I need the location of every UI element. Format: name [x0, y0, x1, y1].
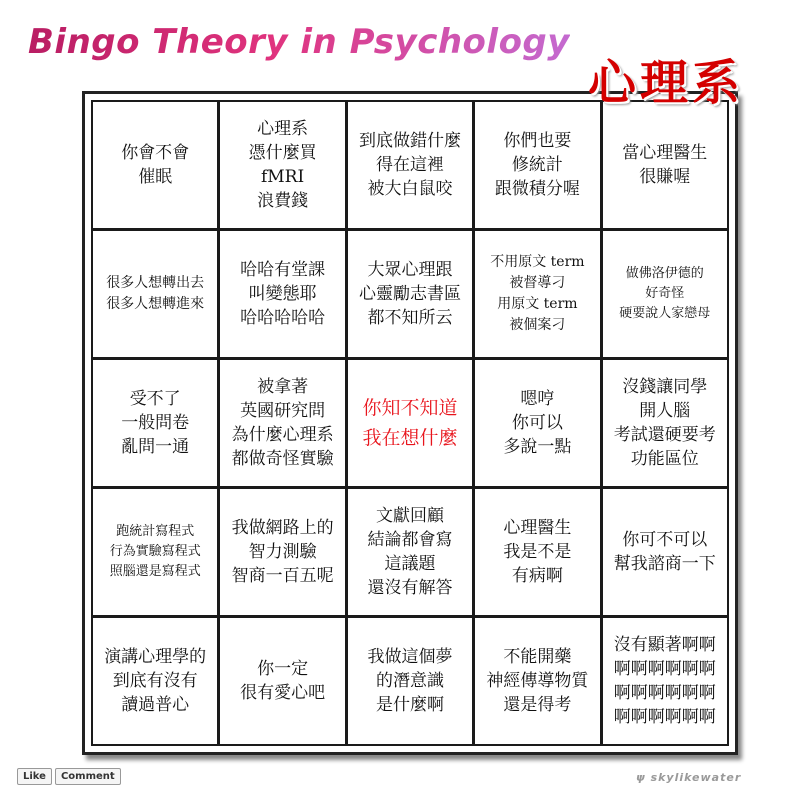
- bingo-grid: [91, 100, 729, 746]
- bingo-cell-r3c4: 嗯哼 你可以 多說一點: [475, 360, 599, 486]
- bingo-cell-r1c4: 你們也要 修統計 跟微積分喔: [475, 102, 599, 228]
- bingo-cell-r2c5: 做佛洛伊德的 好奇怪 硬要說人家戀母: [603, 231, 727, 357]
- bingo-cell-r5c4: 不能開藥 神經傳導物質 還是得考: [475, 618, 599, 744]
- bingo-cell-r3c5: 沒錢讓同學 開人腦 考試還硬要考 功能區位: [603, 360, 727, 486]
- bingo-cell-r4c4: 心理醫生 我是不是 有病啊: [475, 489, 599, 615]
- bingo-cell-r5c5: 沒有顯著啊啊 啊啊啊啊啊啊 啊啊啊啊啊啊 啊啊啊啊啊啊: [603, 618, 727, 744]
- bingo-cell-r3c2: 被拿著 英國研究問 為什麼心理系 都做奇怪實驗: [220, 360, 344, 486]
- bingo-cell-r4c2: 我做網路上的 智力測驗 智商一百五呢: [220, 489, 344, 615]
- department-title: 心理系: [588, 55, 745, 111]
- watermark: ψ skylikewater: [636, 771, 742, 784]
- bingo-cell-r5c1: 演講心理學的 到底有沒有 讀過普心: [93, 618, 217, 744]
- bingo-cell-r4c5: 你可不可以 幫我諮商一下: [603, 489, 727, 615]
- bingo-cell-r2c4: 不用原文 term 被督導刁 用原文 term 被個案刁: [475, 231, 599, 357]
- bingo-cell-r4c1: 跑統計寫程式 行為實驗寫程式 照腦還是寫程式: [93, 489, 217, 615]
- bingo-cell-r2c2: 哈哈有堂課 叫變態耶 哈哈哈哈哈: [220, 231, 344, 357]
- bingo-cell-r1c2: 心理系 憑什麼買 fMRI 浪費錢: [220, 102, 344, 228]
- bingo-board: [82, 91, 738, 755]
- bingo-cell-r5c3: 我做這個夢 的潛意識 是什麼啊: [348, 618, 472, 744]
- bingo-cell-r2c1: 很多人想轉出去 很多人想轉進來: [93, 231, 217, 357]
- bingo-cell-r2c3: 大眾心理跟 心靈勵志書區 都不知所云: [348, 231, 472, 357]
- bingo-cell-r1c1: 你會不會 催眠: [93, 102, 217, 228]
- bingo-cell-r3c1: 受不了 一般問卷 亂問一通: [93, 360, 217, 486]
- bingo-cell-r1c5: 當心理醫生 很賺喔: [603, 102, 727, 228]
- bingo-cell-r4c3: 文獻回顧 結論都會寫 這議題 還沒有解答: [348, 489, 472, 615]
- page-title: Bingo Theory in Psychology: [28, 22, 570, 62]
- bingo-cell-r1c3: 到底做錯什麼 得在這裡 被大白鼠咬: [348, 102, 472, 228]
- social-bar: [17, 768, 121, 785]
- like-button[interactable]: Like: [17, 768, 52, 785]
- bingo-cell-r5c2: 你一定 很有愛心吧: [220, 618, 344, 744]
- bingo-cell-center: 你知不知道 我在想什麼: [348, 360, 472, 486]
- comment-button[interactable]: Comment: [55, 768, 121, 785]
